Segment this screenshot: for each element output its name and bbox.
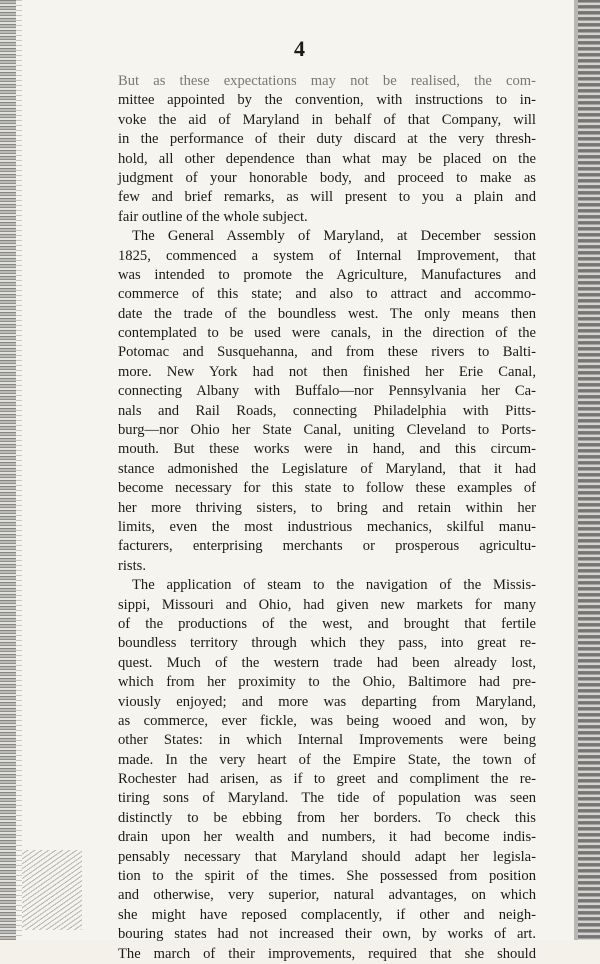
text-line: fair outline of the whole subject. <box>118 208 308 225</box>
text-line: made. In the very heart of the Empire State, the town of <box>118 751 536 768</box>
text-line: date the trade of the boundless west. The only means then <box>118 305 536 322</box>
scan-edge-right <box>578 0 600 940</box>
text-line: other States: in which Internal Improvements were being <box>118 732 536 749</box>
text-line: voke the aid of Maryland in behalf of that Company, will <box>118 111 536 128</box>
text-line: 1825, commenced a system of Internal Improvement, that <box>118 247 536 264</box>
text-line: commerce of this state; and also to attract and accommo- <box>118 286 536 303</box>
text-line: quest. Much of the western trade had been already lost, <box>118 654 536 671</box>
text-line: burg—nor Ohio her State Canal, uniting Cleveland to Ports- <box>118 422 536 439</box>
body-text <box>118 72 536 964</box>
text-line: The General Assembly of Maryland, at December session <box>132 228 536 245</box>
text-line: The application of steam to the navigation of the Missis- <box>132 577 536 594</box>
text-line: sippi, Missouri and Ohio, had given new markets for many <box>118 596 536 613</box>
text-line: mouth. But these works were in hand, and this circum- <box>118 441 536 458</box>
text-line: Rochester had arisen, as if to greet and compliment the re- <box>118 771 536 788</box>
text-line: facturers, enterprising merchants or prosperous agricultu- <box>118 538 536 555</box>
text-line: stance admonished the Legislature of Maryland, that it had <box>118 460 536 477</box>
text-line: boundless territory through which they pass, into great re- <box>118 635 536 652</box>
text-line: But as these expectations may not be realised, the com- <box>118 73 536 89</box>
text-line: bouring states had not increased their own, by works of art. <box>118 926 536 943</box>
text-line: mittee appointed by the convention, with instructions to in- <box>118 92 536 109</box>
text-line: was intended to promote the Agriculture, Manufactures and <box>118 266 536 283</box>
text-line: her more thriving sisters, to bring and retain within her <box>118 499 536 516</box>
text-line: and otherwise, very superior, natural advantages, on which <box>118 887 536 904</box>
text-line: Potomac and Susquehanna, and from these rivers to Balti- <box>118 344 536 361</box>
text-line: contemplated to be used were canals, in the direction of the <box>118 325 536 342</box>
scan-edge-left-shadow <box>16 0 22 940</box>
text-line: limits, even the most industrious mechanics, skilful manu- <box>118 518 536 535</box>
page-number: 4 <box>294 36 306 61</box>
text-line: few and brief remarks, as will present to you a plain and <box>118 189 536 206</box>
text-line: rists. <box>118 557 146 574</box>
text-line: she might have reposed complacently, if other and neigh- <box>118 906 536 923</box>
text-line: of the productions of the west, and brought that fertile <box>118 615 536 632</box>
text-line: tion to the spirit of the times. She possessed from position <box>118 868 536 885</box>
text-line: nals and Rail Roads, connecting Philadelphia with Pitts- <box>118 402 536 419</box>
text-line: tiring sons of Maryland. The tide of population was seen <box>118 790 536 807</box>
corner-scan-smudge <box>22 850 82 930</box>
scan-edge-right-shadow <box>574 0 578 940</box>
text-line: drain upon her wealth and numbers, it had become indis- <box>118 829 536 846</box>
text-line: pensably necessary that Maryland should adapt her legisla- <box>118 848 536 865</box>
text-line: The march of their improvements, required that she should <box>118 945 536 962</box>
text-line: connecting Albany with Buffalo—nor Pennsylvania her Ca- <box>118 383 536 400</box>
scan-edge-left <box>0 0 16 940</box>
text-line: as commerce, ever fickle, was being wooed and won, by <box>118 712 536 729</box>
text-line: viously enjoyed; and more was departing from Maryland, <box>118 693 536 710</box>
text-line: hold, all other dependence than what may be placed on the <box>118 150 536 167</box>
text-line: become necessary for this state to follow these examples of <box>118 480 536 497</box>
text-line: which from her proximity to the Ohio, Baltimore had pre- <box>118 674 536 691</box>
text-line: in the performance of their duty discard at the very thresh- <box>118 131 536 148</box>
text-line: more. New York had not then finished her Erie Canal, <box>118 363 536 380</box>
text-line: distinctly to be ebbing from her borders. To check this <box>118 809 536 826</box>
text-line: judgment of your honorable body, and proceed to make as <box>118 169 536 186</box>
